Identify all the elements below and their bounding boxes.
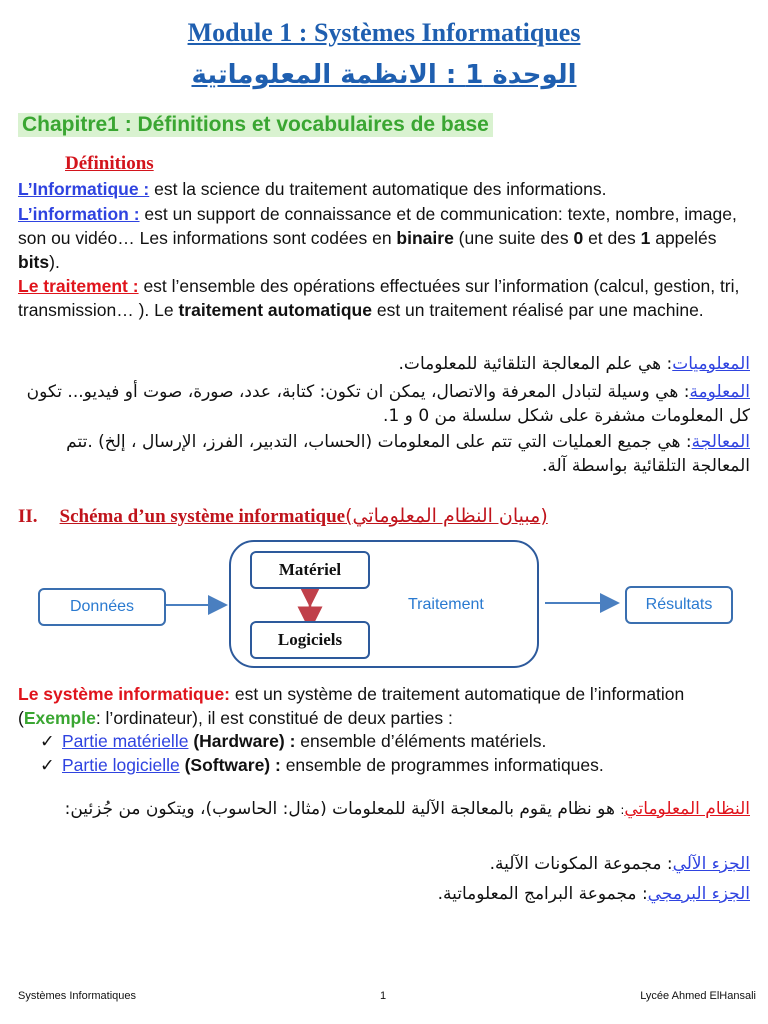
logiciels-box: Logiciels (250, 621, 370, 659)
footer-page-number: 1 (380, 990, 387, 1002)
materiel-box: Matériel (250, 551, 370, 589)
def-information: L’information : est un support de connaissance et de communication: texte, nombre, image, son ou vidéo… Les informations sont codées en binaire (une suite des 0 et des 1 appelés bits). (18, 204, 737, 272)
bullet-software: ✓ Partie logicielle (Software) : ensemble de programmes informatiques. (40, 755, 604, 775)
ar-def-traitement: المعالجة: هي جميع العمليات التي تتم على المعلومات (الحساب، التدبير، الفرز، الإرسال ، إلخ) .تتم المعالجة التلقائية بواسطة آلة. (66, 432, 750, 476)
ar-part-software: الجزء البرمجي: مجموعة البرامج المعلوماتية. (437, 884, 750, 904)
ar-def-informatique: المعلوميات: هي علم المعالجة التلقائية للمعلومات. (398, 354, 750, 374)
module-title: Module 1 : Systèmes Informatiques (187, 18, 581, 47)
ar-def-information: المعلومة: هي وسيلة لتبادل المعرفة والاتصال، يمكن ان تكون: كتابة، عدد، صورة، صوت أو فيديو... تكون كل المعلومات مشفرة على شكل سلسلة من 0 و 1. (26, 382, 750, 426)
system-diagram (0, 535, 768, 675)
module-title-arabic: الوحدة 1 : الانظمة المعلوماتية (191, 60, 577, 90)
chapter-heading: Chapitre1 : Définitions et vocabulaires de base (18, 113, 493, 137)
def-traitement: Le traitement : est l’ensemble des opérations effectuées sur l’information (calcul, gestion, tri, transmission… ). Le traitement automatique est un traitement réalisé par une machine. (18, 276, 740, 320)
link-partie-materielle[interactable]: Partie matérielle (62, 731, 189, 751)
donnees-box: Données (38, 588, 166, 626)
ar-system-definition: النظام المعلوماتي: هو نظام يقوم بالمعالجة الآلية للمعلومات (مثال: الحاسوب)، ويتكون من جُزئين: (64, 799, 750, 819)
bullet-hardware: ✓ Partie matérielle (Hardware) : ensemble d’éléments matériels. (40, 731, 547, 751)
system-definition: Le système informatique: est un système de traitement automatique de l’information (Exemple: l’ordinateur), il est constitué de deux parties : (18, 684, 685, 728)
resultats-box: Résultats (625, 586, 733, 624)
term-systeme: Le système informatique: (18, 684, 230, 704)
ar-part-hardware: الجزء الآلي: مجموعة المكونات الآلية. (489, 854, 750, 874)
footer-left: Systèmes Informatiques (18, 990, 136, 1002)
section-2-heading: II. Schéma d’un système informatique(مبيان النظام المعلوماتي) (18, 505, 548, 527)
link-partie-logicielle[interactable]: Partie logicielle (62, 755, 180, 775)
term-traitement: Le traitement : (18, 276, 139, 296)
term-information: L’information : (18, 204, 140, 224)
term-informatique: L’Informatique : (18, 179, 150, 199)
footer-right: Lycée Ahmed ElHansali (640, 990, 756, 1002)
definitions-heading: Définitions (65, 153, 154, 174)
check-icon: ✓ (40, 755, 55, 775)
def-informatique: L’Informatique : est la science du traitement automatique des informations. (18, 179, 607, 199)
check-icon: ✓ (40, 731, 55, 751)
traitement-label: Traitement (408, 596, 484, 613)
